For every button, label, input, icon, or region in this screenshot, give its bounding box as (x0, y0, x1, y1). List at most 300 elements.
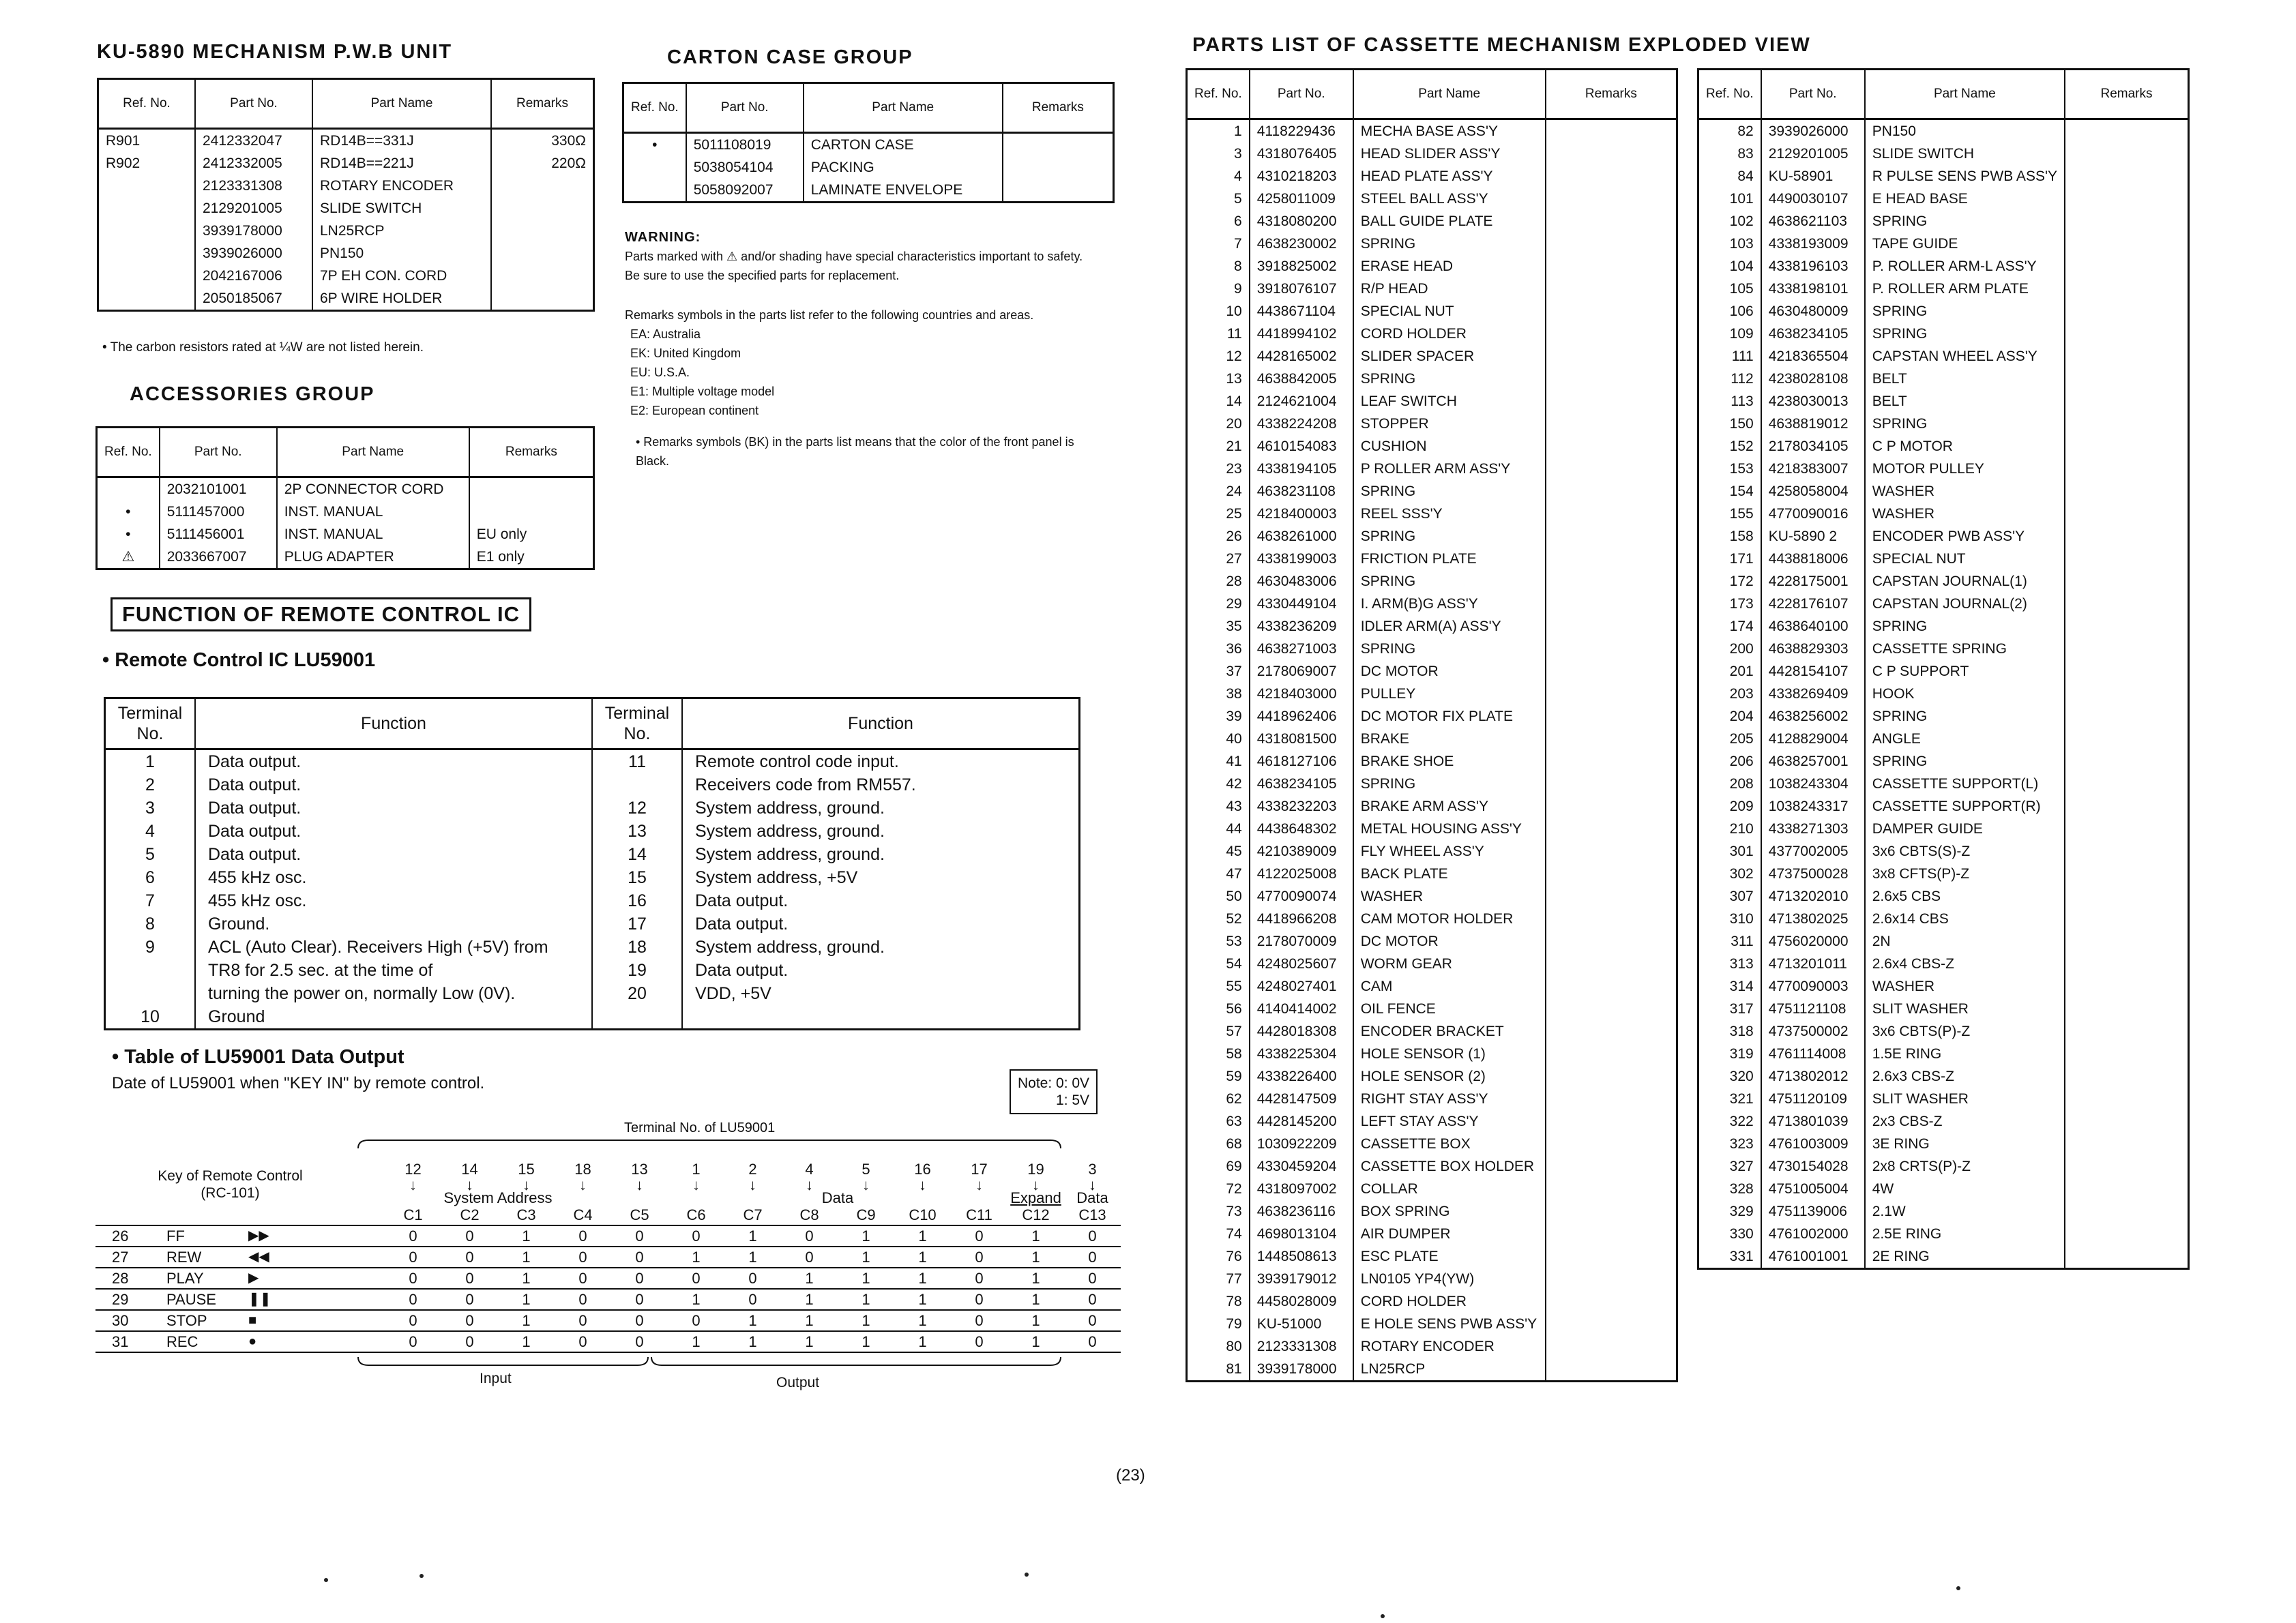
remarks (1546, 1133, 1677, 1155)
part-name: CORD HOLDER (1353, 1290, 1546, 1313)
part-name: SLIT WASHER (1865, 1088, 2065, 1110)
bit-value: 0 (1064, 1310, 1121, 1331)
table-row (1698, 885, 2189, 908)
part-no: 4258058004 (1761, 480, 1865, 503)
remarks (2065, 548, 2189, 570)
function: System address, ground. (682, 796, 1080, 820)
part-no: 4698013104 (1250, 1223, 1353, 1245)
bit-value: 0 (555, 1225, 611, 1247)
ref-no: R901 (106, 133, 141, 149)
ref-no: 52 (1226, 911, 1242, 927)
part-name: LN25RCP (1353, 1358, 1546, 1382)
remarks (1546, 615, 1677, 638)
ref-no: 45 (1226, 844, 1242, 859)
carton-title: CARTON CASE GROUP (667, 46, 913, 68)
code-label: C12 (1007, 1205, 1064, 1225)
remarks (2065, 480, 2189, 503)
remarks (2065, 570, 2189, 593)
terminal-no: 2 (145, 775, 155, 794)
ref-no: 200 (1729, 641, 1754, 657)
part-name: P ROLLER ARM ASS'Y (1353, 458, 1546, 480)
part-no: 5011108019 (686, 133, 804, 157)
part-name: WORM GEAR (1353, 953, 1546, 975)
bit-value: 1 (668, 1247, 724, 1268)
part-name: 2N (1865, 930, 2065, 953)
part-no: 4258011009 (1250, 188, 1353, 210)
table-row (1187, 210, 1677, 233)
spacer (95, 1191, 385, 1205)
table-row (1187, 345, 1677, 368)
part-name: ERASE HEAD (1353, 255, 1546, 278)
table-row (1187, 818, 1677, 840)
part-name: LAMINATE ENVELOPE (804, 179, 1003, 203)
bit-value: 0 (611, 1268, 668, 1289)
table-row (1187, 885, 1677, 908)
ref-no: 206 (1729, 754, 1754, 769)
terminal-no: 20 (592, 982, 682, 1005)
remarks (1546, 818, 1677, 840)
part-no: 4751121108 (1761, 998, 1865, 1020)
col-part-no: Part No. (160, 428, 277, 477)
table-row (1187, 300, 1677, 323)
bit-value: 0 (385, 1225, 441, 1247)
group-data: Data (821, 1189, 854, 1206)
ref-no: 205 (1729, 731, 1754, 747)
table-row (1698, 1178, 2189, 1200)
table-row (1698, 1223, 2189, 1245)
key-row (95, 1310, 1121, 1331)
remarks (2065, 390, 2189, 413)
table-row (1698, 728, 2189, 750)
terminal-no: 4 (145, 822, 155, 841)
arrow-icon: ↓ (749, 1176, 756, 1193)
part-no: 4713201011 (1761, 953, 1865, 975)
ref-no: 155 (1729, 506, 1754, 522)
part-no: 4737500002 (1761, 1020, 1865, 1043)
part-name: SPRING (1353, 480, 1546, 503)
ref-no: 42 (1226, 776, 1242, 792)
table-row (1187, 503, 1677, 525)
table-row (1187, 1223, 1677, 1245)
bit-value: 0 (781, 1247, 838, 1268)
part-name: RD14B==221J (312, 152, 491, 175)
page-number: (23) (1116, 1466, 1145, 1485)
ref-no: 81 (1226, 1361, 1242, 1377)
arrow-icon: ↓ (466, 1176, 473, 1193)
part-name: HEAD SLIDER ASS'Y (1353, 143, 1546, 165)
table-row (1698, 1043, 2189, 1065)
remarks (1546, 1268, 1677, 1290)
part-no: 5111457000 (160, 501, 277, 523)
table-row (1187, 255, 1677, 278)
part-name: BALL GUIDE PLATE (1353, 210, 1546, 233)
bit-value: 0 (781, 1225, 838, 1247)
part-no: 4618127106 (1250, 750, 1353, 773)
area-item: EK: United Kingdom (630, 346, 741, 360)
remarks (2065, 773, 2189, 795)
remarks (2065, 1223, 2189, 1245)
terminal-no: 16 (914, 1161, 931, 1178)
col-ref: Ref. No. (1187, 70, 1250, 119)
terminal-no: 15 (592, 866, 682, 889)
table-row (1187, 458, 1677, 480)
ref-no: 321 (1729, 1091, 1754, 1107)
part-no: 4751005004 (1761, 1178, 1865, 1200)
remarks (1546, 210, 1677, 233)
bit-value: 0 (1064, 1331, 1121, 1352)
part-name: 2.6x4 CBS-Z (1865, 953, 2065, 975)
remarks (1546, 1065, 1677, 1088)
ref-no: 74 (1226, 1226, 1242, 1242)
exploded-title: PARTS LIST OF CASSETTE MECHANISM EXPLODED VIEW (1192, 34, 1811, 56)
part-no: 2129201005 (195, 197, 312, 220)
table-row (1187, 435, 1677, 458)
terminal-row (95, 1147, 1121, 1179)
table-row (1698, 638, 2189, 660)
arrow-icon: ↓ (975, 1176, 983, 1193)
ref-no: 109 (1729, 326, 1754, 342)
ref-no: 14 (1226, 393, 1242, 409)
output-label: Output (776, 1375, 820, 1390)
remarks (2065, 1043, 2189, 1065)
remarks (1546, 119, 1677, 143)
table-row (1187, 840, 1677, 863)
bit-value: 1 (724, 1225, 781, 1247)
remarks: E1 only (469, 546, 594, 569)
ref-no: 56 (1226, 1001, 1242, 1017)
part-no: 2412332047 (195, 129, 312, 153)
part-name: 3x6 CBTS(S)-Z (1865, 840, 2065, 863)
bit-value: 1 (894, 1247, 951, 1268)
bit-value: 1 (1007, 1225, 1064, 1247)
part-no: 4751120109 (1761, 1088, 1865, 1110)
bit-value: 1 (668, 1289, 724, 1310)
part-name: ANGLE (1865, 728, 2065, 750)
part-no: 4338232203 (1250, 795, 1353, 818)
part-no: 4638257001 (1761, 750, 1865, 773)
bit-value: 1 (781, 1310, 838, 1331)
ref-no: 111 (1731, 348, 1754, 364)
table-row (1187, 1290, 1677, 1313)
ref-no: 44 (1226, 821, 1242, 837)
part-no: 4428147509 (1250, 1088, 1353, 1110)
part-name: 4W (1865, 1178, 2065, 1200)
part-no: 4330449104 (1250, 593, 1353, 615)
bit-value: 0 (951, 1289, 1007, 1310)
ref-no: 35 (1226, 619, 1242, 634)
remarks (1546, 705, 1677, 728)
bit-value: 1 (894, 1225, 951, 1247)
col-ref: Ref. No. (623, 83, 686, 133)
bit-value: 0 (555, 1247, 611, 1268)
table-row (1698, 1133, 2189, 1155)
terminal-no: 12 (404, 1161, 422, 1178)
remarks (1546, 1178, 1677, 1200)
function: VDD, +5V (682, 982, 1080, 1005)
function: 455 kHz osc. (195, 889, 592, 912)
remarks (1546, 638, 1677, 660)
ref-no: 327 (1729, 1159, 1754, 1174)
bit-value: 0 (385, 1331, 441, 1352)
part-no: 4713802025 (1761, 908, 1865, 930)
remarks (2065, 1065, 2189, 1088)
function: ACL (Auto Clear). Receivers High (+5V) from (195, 936, 592, 959)
remarks: EU only (469, 523, 594, 546)
table-row (1187, 390, 1677, 413)
table-row (1187, 863, 1677, 885)
part-name: DC MOTOR (1353, 930, 1546, 953)
ref-no: 25 (1226, 506, 1242, 522)
remarks (2065, 615, 2189, 638)
part-name: DAMPER GUIDE (1865, 818, 2065, 840)
part-name: SPRING (1353, 773, 1546, 795)
bit-value: 0 (611, 1289, 668, 1310)
part-no: 2042167006 (195, 265, 312, 287)
part-no: 4238028108 (1761, 368, 1865, 390)
part-name: SPRING (1353, 368, 1546, 390)
ref-no: 174 (1729, 619, 1754, 634)
terminal-no: 6 (145, 868, 155, 887)
exploded-table-right (1697, 68, 2190, 1270)
bit-value: 0 (1064, 1247, 1121, 1268)
terminal-no: 17 (592, 912, 682, 936)
ref-no: 13 (1226, 371, 1242, 387)
warning-title: WARNING: (625, 230, 701, 245)
table-row (1187, 525, 1677, 548)
function: Data output. (682, 912, 1080, 936)
data-output-table (95, 1147, 1121, 1353)
remarks (2065, 885, 2189, 908)
table-row (1698, 1065, 2189, 1088)
key-symbol-icon: ▶▶ (248, 1225, 385, 1247)
part-name: PLUG ADAPTER (277, 546, 469, 569)
ref-no: 10 (1226, 303, 1242, 319)
part-no: KU-51000 (1250, 1313, 1353, 1335)
table-row (1187, 615, 1677, 638)
part-no: 4218403000 (1250, 683, 1353, 705)
bit-value: 0 (441, 1310, 498, 1331)
table-row (1187, 683, 1677, 705)
part-no: 3939026000 (1761, 119, 1865, 143)
part-no: 4438648302 (1250, 818, 1353, 840)
part-no: 4418994102 (1250, 323, 1353, 345)
table-row (1187, 998, 1677, 1020)
function: Receivers code from RM557. (682, 773, 1080, 796)
part-name: SPRING (1865, 300, 2065, 323)
table-row (1698, 345, 2189, 368)
ref-no: 57 (1226, 1024, 1242, 1039)
code-row (95, 1205, 1121, 1225)
table-row (1187, 975, 1677, 998)
table-row (1698, 435, 2189, 458)
bit-value: 1 (1007, 1331, 1064, 1352)
bit-value: 0 (668, 1268, 724, 1289)
part-name: LEAF SWITCH (1353, 390, 1546, 413)
remarks-intro: Remarks symbols in the parts list refer to the following countries and areas. (625, 308, 1034, 322)
part-name: P. ROLLER ARM PLATE (1865, 278, 2065, 300)
bit-value: 1 (838, 1225, 894, 1247)
part-name: 2.6x5 CBS (1865, 885, 2065, 908)
part-no: 4610154083 (1250, 435, 1353, 458)
part-no: 4638234105 (1250, 773, 1353, 795)
bit-value: 1 (724, 1310, 781, 1331)
ref-no: • (652, 137, 658, 153)
part-no: 2123331308 (195, 175, 312, 197)
arrow-row (95, 1179, 1121, 1191)
part-name: C P MOTOR (1865, 435, 2065, 458)
table-row (1698, 683, 2189, 705)
part-name: PULLEY (1353, 683, 1546, 705)
ref-no: 62 (1226, 1091, 1242, 1107)
arrow-icon: ↓ (1032, 1176, 1040, 1193)
bit-value: 0 (951, 1310, 1007, 1331)
arrow-icon: ↓ (692, 1176, 700, 1193)
remarks (2065, 1245, 2189, 1269)
table-row (1698, 840, 2189, 863)
col-part-name: Part Name (804, 83, 1003, 133)
table-row (1698, 143, 2189, 165)
bit-value: 1 (724, 1331, 781, 1352)
table-row (1698, 323, 2189, 345)
part-no: 4638256002 (1761, 705, 1865, 728)
ref-no: 102 (1729, 213, 1754, 229)
bit-value: 1 (781, 1289, 838, 1310)
table-row (1698, 188, 2189, 210)
function: Ground. (195, 912, 592, 936)
table-row (1187, 1178, 1677, 1200)
terminal-no: 14 (461, 1161, 478, 1178)
part-name: BACK PLATE (1353, 863, 1546, 885)
part-name: FLY WHEEL ASS'Y (1353, 840, 1546, 863)
part-name: FRICTION PLATE (1353, 548, 1546, 570)
ref-no: 68 (1226, 1136, 1242, 1152)
arrow-icon: ↓ (806, 1176, 813, 1193)
bit-value: 0 (441, 1247, 498, 1268)
table-row (1187, 908, 1677, 930)
spacer (95, 1205, 385, 1225)
ref-no: 210 (1729, 821, 1754, 837)
part-name: CASSETTE SPRING (1865, 638, 2065, 660)
part-no: 1448508613 (1250, 1245, 1353, 1268)
key-name: FF (160, 1225, 248, 1247)
part-name: CAPSTAN JOURNAL(2) (1865, 593, 2065, 615)
remarks (1546, 1335, 1677, 1358)
remarks (1546, 1245, 1677, 1268)
function: 455 kHz osc. (195, 866, 592, 889)
ref-no: 82 (1737, 123, 1754, 139)
bit-value: 1 (1007, 1247, 1064, 1268)
part-name: LEFT STAY ASS'Y (1353, 1110, 1546, 1133)
remarks (2065, 1155, 2189, 1178)
part-name: BRAKE SHOE (1353, 750, 1546, 773)
part-name: MOTOR PULLEY (1865, 458, 2065, 480)
terminal-no: 9 (145, 938, 155, 957)
part-name: ENCODER PWB ASS'Y (1865, 525, 2065, 548)
part-name: E HEAD BASE (1865, 188, 2065, 210)
part-no: 4122025008 (1250, 863, 1353, 885)
part-name: 3E RING (1865, 1133, 2065, 1155)
spacer (611, 1191, 668, 1205)
input-label: Input (480, 1371, 512, 1386)
remarks (1546, 660, 1677, 683)
table-row (1187, 1335, 1677, 1358)
area-item: E2: European continent (630, 404, 759, 417)
ref-no: 314 (1729, 979, 1754, 994)
part-name: I. ARM(B)G ASS'Y (1353, 593, 1546, 615)
part-name: CAPSTAN WHEEL ASS'Y (1865, 345, 2065, 368)
function: System address, +5V (682, 866, 1080, 889)
remarks (1546, 233, 1677, 255)
key-symbol-icon: ■ (248, 1310, 385, 1331)
key-row (95, 1289, 1121, 1310)
table-row (1698, 119, 2189, 143)
part-no: 2178069007 (1250, 660, 1353, 683)
terminal-no: 12 (592, 796, 682, 820)
ref-no: 152 (1729, 438, 1754, 454)
bit-value: 1 (498, 1331, 555, 1352)
key-name: REW (160, 1247, 248, 1268)
terminal-no: 17 (971, 1161, 988, 1178)
group-row (95, 1191, 1121, 1205)
part-name: STOPPER (1353, 413, 1546, 435)
table-row (1187, 795, 1677, 818)
remarks: 220Ω (491, 152, 594, 175)
ref-no: 301 (1729, 844, 1754, 859)
part-name: HEAD PLATE ASS'Y (1353, 165, 1546, 188)
remarks (2065, 998, 2189, 1020)
remarks (1546, 1290, 1677, 1313)
bit-value: 0 (385, 1289, 441, 1310)
note-line: Note: 0: 0V (1018, 1075, 1090, 1091)
ref-no: 39 (1226, 709, 1242, 724)
part-no: 3939179012 (1250, 1268, 1353, 1290)
remarks (2065, 119, 2189, 143)
bit-value: 0 (441, 1268, 498, 1289)
part-name: SPRING (1353, 233, 1546, 255)
bit-value: 0 (441, 1225, 498, 1247)
ref-no: 203 (1729, 686, 1754, 702)
function: System address, ground. (682, 843, 1080, 866)
bit-value: 0 (724, 1268, 781, 1289)
remarks (2065, 503, 2189, 525)
part-no: 4761001001 (1761, 1245, 1865, 1269)
ref-no: 40 (1226, 731, 1242, 747)
ref-no: 208 (1729, 776, 1754, 792)
ref-no: 1 (1234, 123, 1242, 139)
remote-section-title: FUNCTION OF REMOTE CONTROL IC (111, 597, 531, 631)
ref-no: 11 (1226, 326, 1242, 342)
ref-no: 58 (1226, 1046, 1242, 1062)
part-name: CASSETTE SUPPORT(L) (1865, 773, 2065, 795)
key-no: 26 (95, 1225, 160, 1247)
part-name: 6P WIRE HOLDER (312, 287, 491, 311)
ref-no: 4 (1234, 168, 1242, 184)
ref-no: • (126, 504, 131, 520)
remarks (2065, 840, 2189, 863)
remarks (2065, 1178, 2189, 1200)
group-system-address: System Address (443, 1189, 553, 1206)
ref-no: 329 (1729, 1204, 1754, 1219)
part-name: ROTARY ENCODER (1353, 1335, 1546, 1358)
ref-no: 63 (1226, 1114, 1242, 1129)
ref-no: 8 (1234, 258, 1242, 274)
part-name: ESC PLATE (1353, 1245, 1546, 1268)
key-label-line: (RC-101) (201, 1185, 260, 1201)
scan-speck (1381, 1614, 1385, 1618)
part-no: 4228175001 (1761, 570, 1865, 593)
table-row (1698, 503, 2189, 525)
part-no: 4210389009 (1250, 840, 1353, 863)
